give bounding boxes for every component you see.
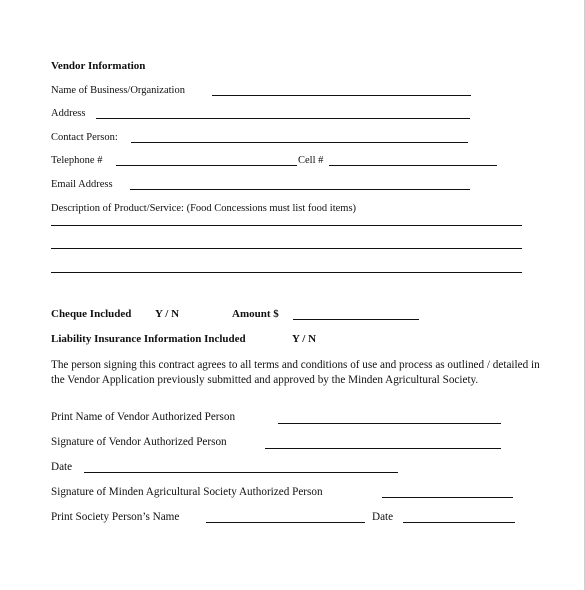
- print-vendor-label: Print Name of Vendor Authorized Person: [51, 411, 236, 423]
- signature-vendor-label: Signature of Vendor Authorized Person: [51, 436, 227, 448]
- print-vendor-field[interactable]: [278, 423, 501, 424]
- description-line-3[interactable]: [51, 272, 522, 273]
- signature-vendor-field[interactable]: [265, 448, 501, 449]
- date-field[interactable]: [84, 472, 398, 473]
- agreement-text: The person signing this contract agrees to all terms and conditions of use and process as outlined / detailed in the Vendor Application previously submitted and approved by the Minden Agricultural Society.: [51, 359, 540, 386]
- signature-society-field[interactable]: [382, 497, 513, 498]
- cell-field[interactable]: [329, 165, 497, 166]
- email-field[interactable]: [130, 189, 470, 190]
- date-society-label: Date: [372, 511, 394, 523]
- section-title: Vendor Information: [51, 60, 146, 72]
- print-society-field[interactable]: [206, 522, 365, 523]
- telephone-field[interactable]: [116, 165, 297, 166]
- cheque-label: Cheque Included: [51, 308, 132, 320]
- print-society-label: Print Society Person’s Name: [51, 511, 180, 523]
- amount-field[interactable]: [293, 319, 419, 320]
- email-label: Email Address: [51, 179, 113, 190]
- date-society-field[interactable]: [403, 522, 515, 523]
- signature-society-label: Signature of Minden Agricultural Society Authorized Person: [51, 486, 323, 498]
- address-label: Address: [51, 108, 86, 119]
- business-name-label: Name of Business/Organization: [51, 85, 185, 96]
- address-field[interactable]: [96, 118, 470, 119]
- date-label: Date: [51, 461, 73, 473]
- business-name-field[interactable]: [212, 95, 471, 96]
- description-line-1[interactable]: [51, 225, 522, 226]
- liability-yn[interactable]: Y / N: [292, 333, 317, 345]
- liability-label: Liability Insurance Information Included: [51, 333, 246, 345]
- telephone-label: Telephone #: [51, 155, 103, 166]
- contact-person-label: Contact Person:: [51, 132, 118, 143]
- description-line-2[interactable]: [51, 248, 522, 249]
- description-label: Description of Product/Service: (Food Concessions must list food items): [51, 203, 357, 214]
- cheque-yn[interactable]: Y / N: [155, 308, 180, 320]
- contact-person-field[interactable]: [131, 142, 468, 143]
- cell-label: Cell #: [298, 155, 324, 166]
- amount-label: Amount $: [232, 308, 279, 320]
